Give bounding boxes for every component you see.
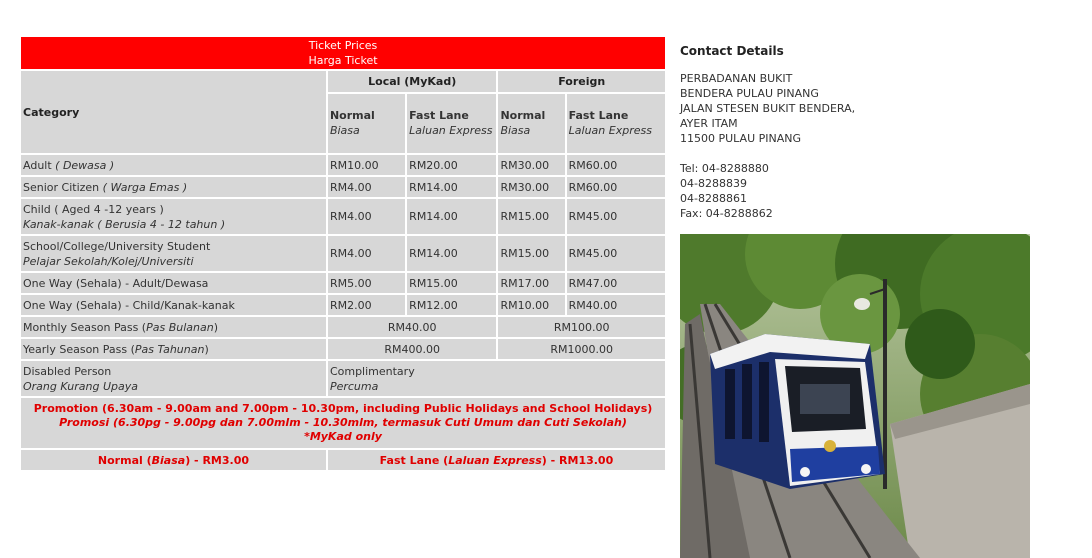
category-cell: One Way (Sehala) - Child/Kanak-kanak xyxy=(21,295,326,315)
title-english: Ticket Prices xyxy=(308,39,378,52)
price-cell: Complimentary Percuma xyxy=(328,361,665,396)
ticket-price-table xyxy=(19,35,667,472)
address-line: 11500 PULAU PINANG xyxy=(680,132,802,145)
price-cell: RM15.00 xyxy=(498,236,564,271)
table-row xyxy=(21,339,665,359)
category-cell: Yearly Season Pass (Pas Tahunan) xyxy=(21,339,326,359)
group-header-row xyxy=(21,71,665,92)
price-cell: RM12.00 xyxy=(407,295,496,315)
table-title xyxy=(21,37,665,69)
category-cell: Disabled Person Orang Kurang Upaya xyxy=(21,361,326,396)
price-cell: RM45.00 xyxy=(567,236,665,271)
category-header: Category xyxy=(21,71,326,153)
table-row xyxy=(21,177,665,197)
local-normal-header: Normal Biasa xyxy=(328,94,405,154)
phone-line: 04-8288839 xyxy=(680,177,747,190)
table-row xyxy=(21,273,665,293)
price-cell: RM1000.00 xyxy=(498,339,665,359)
table-row xyxy=(21,199,665,234)
price-cell: RM20.00 xyxy=(407,155,496,175)
table-title-row xyxy=(21,37,665,69)
address-line: PERBADANAN BUKIT xyxy=(680,72,793,85)
category-cell: School/College/University Student Pelajar Sekolah/Kolej/Universiti xyxy=(21,236,326,271)
price-cell: RM10.00 xyxy=(328,155,405,175)
category-cell: Monthly Season Pass (Pas Bulanan) xyxy=(21,317,326,337)
price-cell: RM15.00 xyxy=(498,199,564,234)
address-line: BENDERA PULAU PINANG xyxy=(680,87,819,100)
price-cell: RM40.00 xyxy=(567,295,665,315)
price-cell: RM60.00 xyxy=(567,155,665,175)
price-cell: RM14.00 xyxy=(407,177,496,197)
table-row xyxy=(21,155,665,175)
category-cell: Child ( Aged 4 -12 years ) Kanak-kanak ( Berusia 4 - 12 tahun ) xyxy=(21,199,326,234)
title-malay: Harga Ticket xyxy=(308,54,378,67)
price-cell: RM2.00 xyxy=(328,295,405,315)
price-cell: RM4.00 xyxy=(328,199,405,234)
address-line: JALAN STESEN BUKIT BENDERA, xyxy=(680,102,856,115)
address-line: AYER ITAM xyxy=(680,117,738,130)
phone-line: 04-8288861 xyxy=(680,192,747,205)
contact-details xyxy=(680,44,980,221)
price-cell: RM100.00 xyxy=(498,317,665,337)
local-fastlane-header: Fast Lane Laluan Express xyxy=(407,94,496,154)
promo-row xyxy=(21,398,665,448)
promo-fastlane-price: Fast Lane (Laluan Express) - RM13.00 xyxy=(328,450,665,470)
table-row xyxy=(21,317,665,337)
price-cell: RM47.00 xyxy=(567,273,665,293)
promotion-notice: Promotion (6.30am - 9.00am and 7.00pm - 10.30pm, including Public Holidays and School Holidays) Promosi (6.30pg - 9.00pg dan 7.00mlm - 10.30mlm, termasuk Cuti Umum dan Cuti Sekolah) *MyKad only xyxy=(21,398,665,448)
contact-title: Contact Details xyxy=(680,44,784,58)
promo-normal-price: Normal (Biasa) - RM3.00 xyxy=(21,450,326,470)
category-cell: One Way (Sehala) - Adult/Dewasa xyxy=(21,273,326,293)
local-header: Local (MyKad) xyxy=(328,71,497,92)
price-cell: RM45.00 xyxy=(567,199,665,234)
price-cell: RM10.00 xyxy=(498,295,564,315)
promo-price-row xyxy=(21,450,665,470)
table-row xyxy=(21,236,665,271)
phone-line: Tel: 04-8288880 xyxy=(680,162,769,175)
price-cell: RM4.00 xyxy=(328,177,405,197)
price-cell: RM15.00 xyxy=(407,273,496,293)
price-cell: RM17.00 xyxy=(498,273,564,293)
price-cell: RM30.00 xyxy=(498,177,564,197)
table-row xyxy=(21,295,665,315)
foreign-fastlane-header: Fast Lane Laluan Express xyxy=(567,94,665,154)
price-cell: RM14.00 xyxy=(407,199,496,234)
price-cell: RM400.00 xyxy=(328,339,497,359)
price-cell: RM4.00 xyxy=(328,236,405,271)
funicular-train-photo xyxy=(680,234,1030,558)
price-cell: RM30.00 xyxy=(498,155,564,175)
price-cell: RM5.00 xyxy=(328,273,405,293)
foreign-header: Foreign xyxy=(498,71,665,92)
price-cell: RM14.00 xyxy=(407,236,496,271)
category-cell: Adult ( Dewasa ) xyxy=(21,155,326,175)
table-row xyxy=(21,361,665,396)
foreign-normal-header: Normal Biasa xyxy=(498,94,564,154)
funicular-train xyxy=(710,334,885,489)
fax-line: Fax: 04-8288862 xyxy=(680,207,773,220)
category-cell: Senior Citizen ( Warga Emas ) xyxy=(21,177,326,197)
price-cell: RM40.00 xyxy=(328,317,497,337)
price-cell: RM60.00 xyxy=(567,177,665,197)
